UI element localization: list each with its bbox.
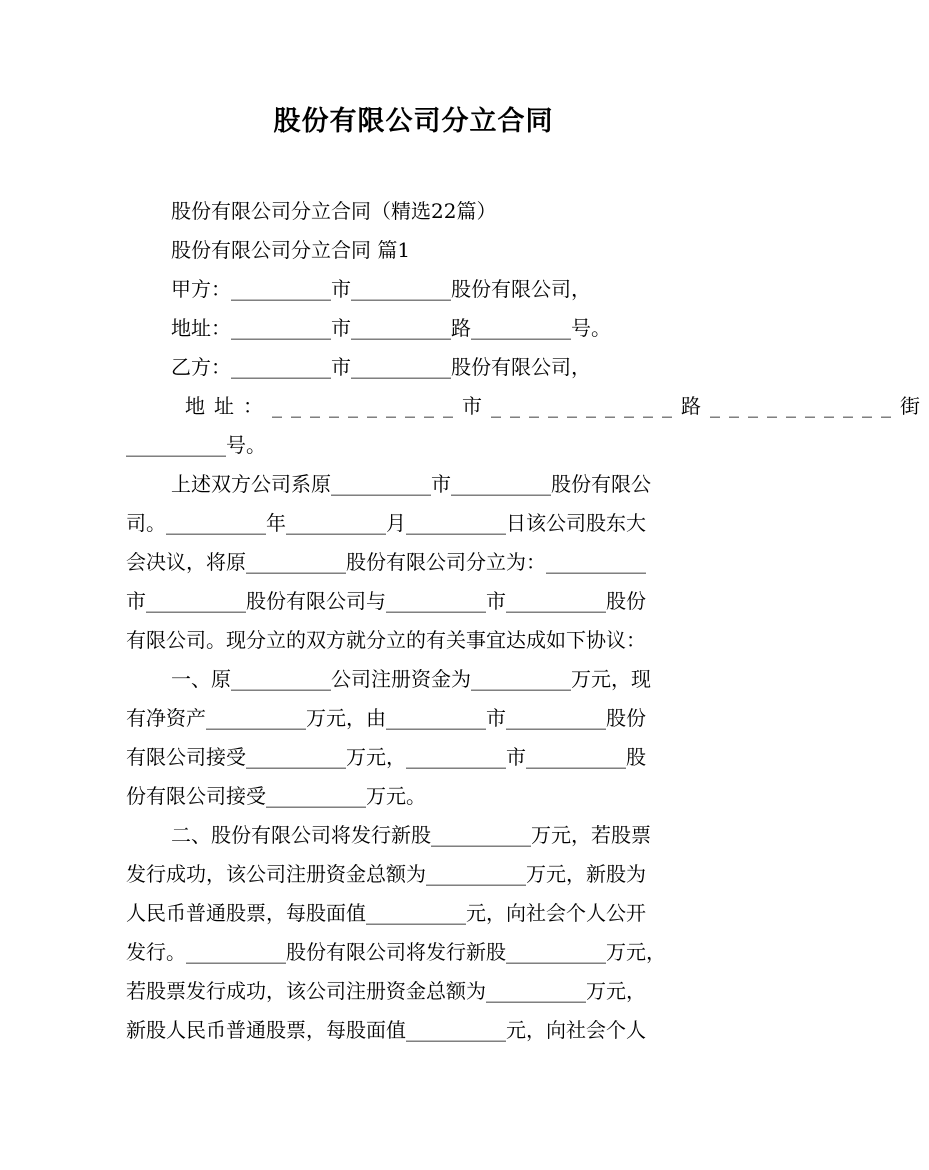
- document-title: 股份有限公司分立合同: [273, 106, 554, 137]
- clause-one-line: 有限公司接受__________万元，__________市__________股: [126, 745, 646, 769]
- clause-one-line: 份有限公司接受__________万元。: [126, 784, 426, 808]
- body-line: 市__________股份有限公司与__________市__________股份: [126, 589, 646, 613]
- section-heading: 股份有限公司分立合同 篇1: [171, 238, 411, 262]
- clause-one-line: 一、原__________公司注册资金为__________万元，现: [171, 667, 651, 691]
- body-line: 上述双方公司系原__________市__________股份有限公: [171, 472, 651, 496]
- party-a-address-line: 地址：__________市__________路__________号。: [171, 316, 611, 340]
- clause-two-line: 人民币普通股票，每股面值__________元，向社会个人公开: [126, 901, 646, 925]
- clause-two-line: 若股票发行成功，该公司注册资金总额为__________万元，: [126, 979, 646, 1003]
- body-line: 有限公司。现分立的双方就分立的有关事宜达成如下协议：: [126, 628, 646, 652]
- party-b-address-line: 地址：__________市__________路__________街: [185, 394, 929, 418]
- party-b-address-cont: __________号。: [126, 433, 266, 457]
- body-line: 会决议，将原__________股份有限公司分立为：__________: [126, 550, 646, 574]
- clause-two-line: 二、股份有限公司将发行新股__________万元，若股票: [171, 823, 651, 847]
- party-b-line: 乙方：__________市__________股份有限公司，: [171, 355, 591, 379]
- clause-one-line: 有净资产__________万元，由__________市__________股份: [126, 706, 646, 730]
- clause-two-line: 发行。__________股份有限公司将发行新股__________万元，: [126, 940, 666, 964]
- subtitle-line: 股份有限公司分立合同（精选22篇）: [171, 199, 497, 223]
- clause-two-line: 发行成功，该公司注册资金总额为__________万元，新股为: [126, 862, 646, 886]
- clause-two-line: 新股人民币普通股票，每股面值__________元，向社会个人: [126, 1018, 646, 1042]
- body-line: 司。__________年__________月__________日该公司股东大: [126, 511, 646, 535]
- party-a-line: 甲方：__________市__________股份有限公司，: [171, 277, 591, 301]
